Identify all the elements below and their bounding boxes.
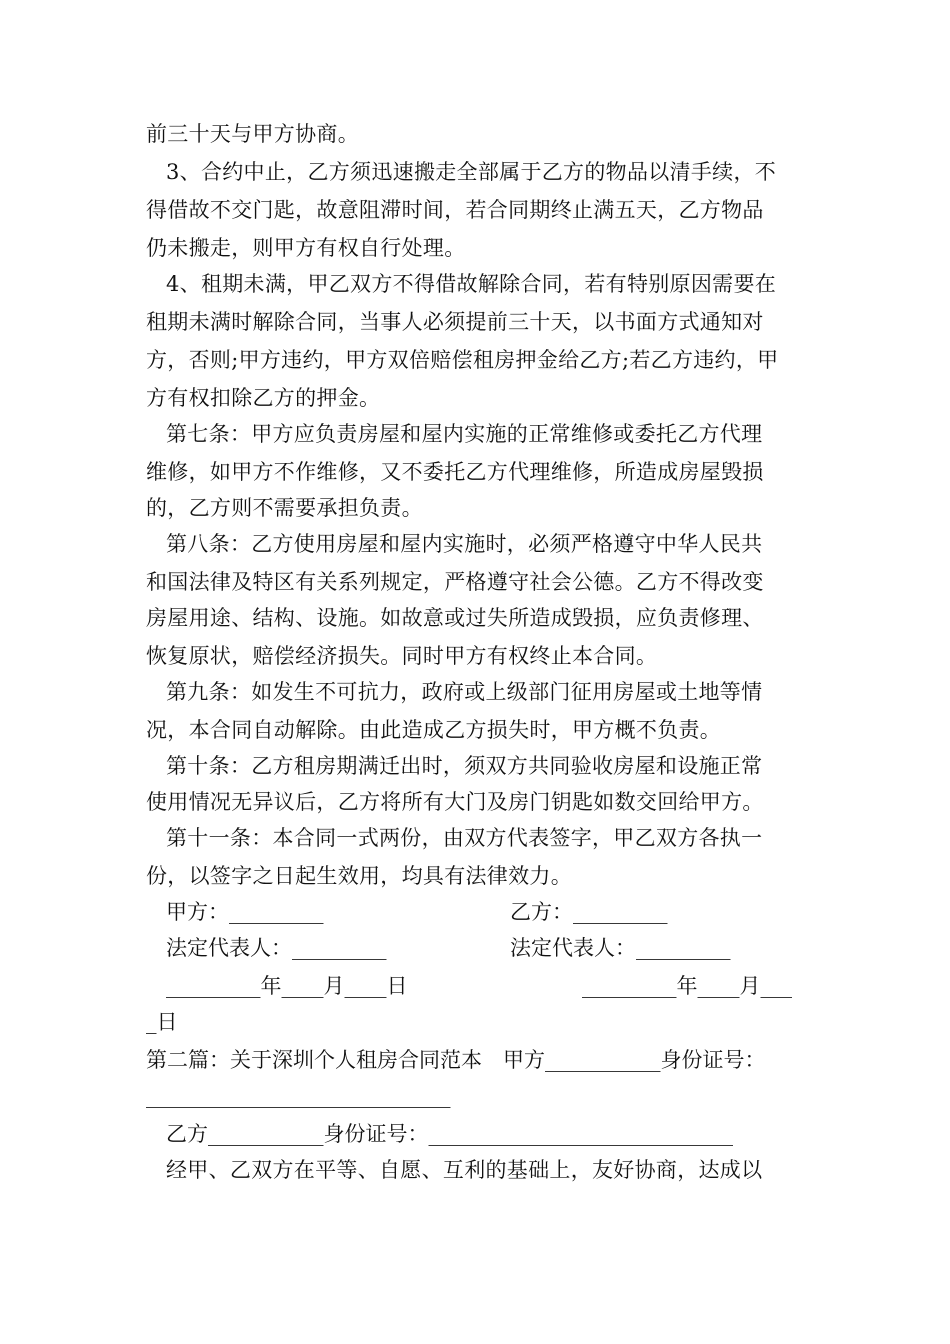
paragraph-line: 恢复原状，赔偿经济损失。同时甲方有权终止本合同。 [146,644,658,668]
paragraph-line: 租期未满时解除合同，当事人必须提前三十天，以书面方式通知对 [146,310,764,334]
paragraph-line: 3、合约中止，乙方须迅速搬走全部属于乙方的物品以清手续，不 [166,160,777,184]
paragraph-line: 4、租期未满，甲乙双方不得借故解除合同，若有特别原因需要在 [166,272,777,296]
paragraph-line: 方有权扣除乙方的押金。 [146,386,381,410]
intro-line: 经甲、乙双方在平等、自愿、互利的基础上，友好协商，达成以 [166,1158,763,1182]
party-a-signature: 甲方：_________ [166,900,324,924]
article-10-line: 第十条：乙方租房期满迁出时，须双方共同验收房屋和设施正常 [166,754,763,778]
paragraph-line: 房屋用途、结构、设施。如故意或过失所造成毁损，应负责修理、 [146,606,764,630]
second-heading-tail: _____________________________ [146,1084,451,1108]
paragraph-line: 得借故不交门匙，故意阻滞时间，若合同期终止满五天，乙方物品 [146,198,764,222]
party-b-signature: 乙方：_________ [510,900,668,924]
article-9-line: 第九条：如发生不可抗力，政府或上级部门征用房屋或土地等情 [166,680,763,704]
party-b-date: _________年____月___ [582,974,792,998]
party-a-representative: 法定代表人：_________ [166,936,387,960]
party-b-date-tail: _日 [146,1010,178,1034]
paragraph-line: 份，以签字之日起生效用，均具有法律效力。 [146,864,572,888]
paragraph-line: 使用情况无异议后，乙方将所有大门及房门钥匙如数交回给甲方。 [146,790,764,814]
paragraph-line: 况，本合同自动解除。由此造成乙方损失时，甲方概不负责。 [146,718,722,742]
party-b-representative: 法定代表人：_________ [510,936,731,960]
paragraph-line: 仍未搬走，则甲方有权自行处理。 [146,236,466,260]
article-11-line: 第十一条：本合同一式两份，由双方代表签字，甲乙双方各执一 [166,826,763,850]
article-7-line: 第七条：甲方应负责房屋和屋内实施的正常维修或委托乙方代理 [166,422,763,446]
second-contract-heading: 第二篇：关于深圳个人租房合同范本 甲方___________身份证号： [146,1048,766,1072]
paragraph-line: 维修，如甲方不作维修，又不委托乙方代理维修，所造成房屋毁损 [146,460,764,484]
paragraph-line: 和国法律及特区有关系列规定，严格遵守社会公德。乙方不得改变 [146,570,764,594]
paragraph-line: 前三十天与甲方协商。 [146,122,359,146]
party-b-id-line: 乙方___________身份证号：_____________________________ [166,1122,733,1146]
party-a-date: _________年____月____日 [166,974,408,998]
paragraph-line: 方，否则;甲方违约，甲方双倍赔偿租房押金给乙方;若乙方违约，甲 [146,348,779,372]
paragraph-line: 的，乙方则不需要承担负责。 [146,496,423,520]
article-8-line: 第八条：乙方使用房屋和屋内实施时，必须严格遵守中华人民共 [166,532,763,556]
